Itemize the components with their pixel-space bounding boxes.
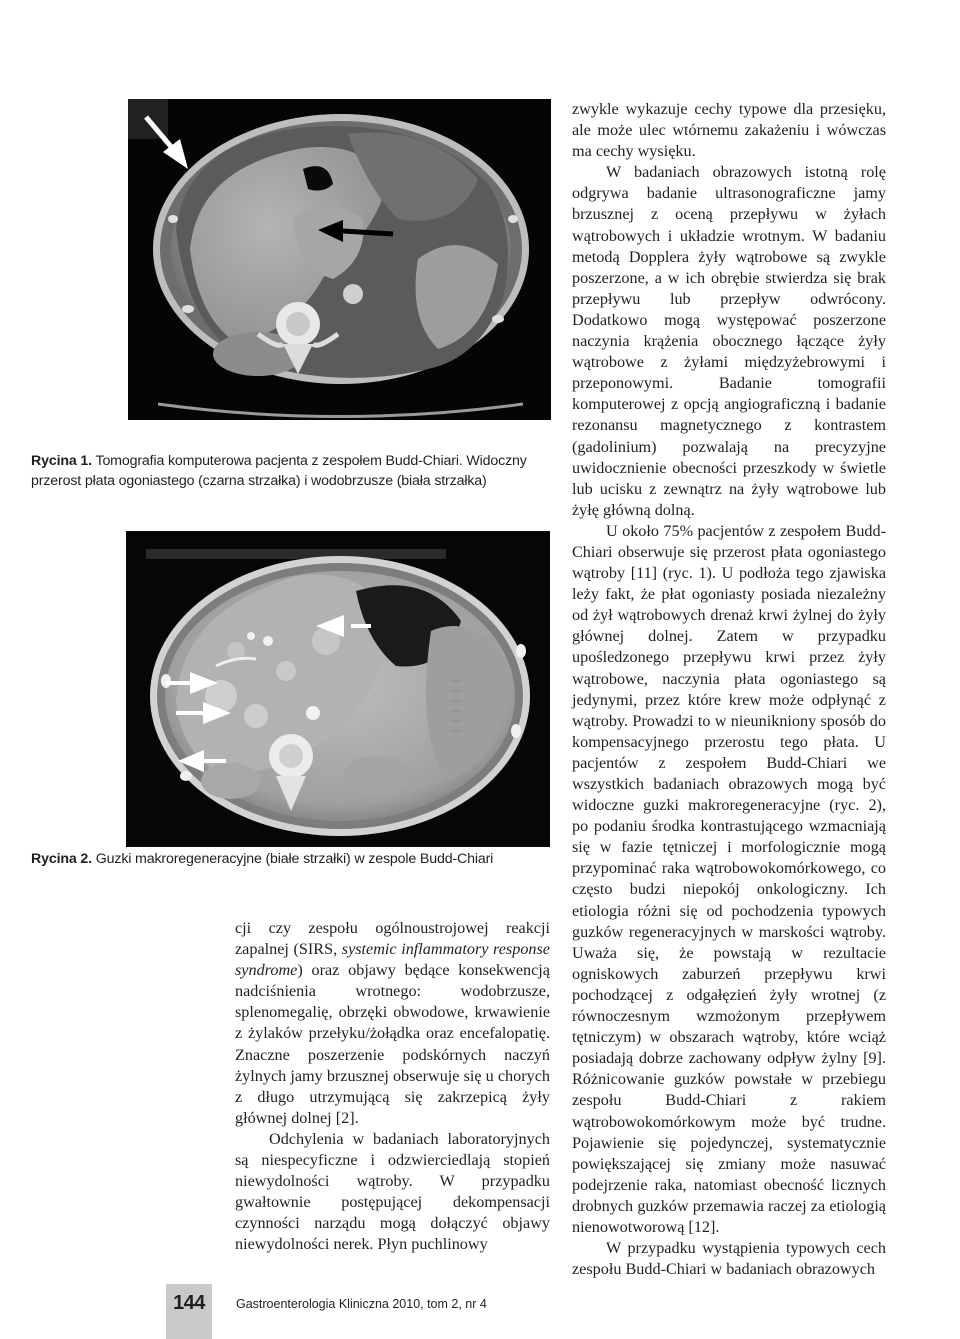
- figure-2-caption-text: Guzki makroregeneracyjne (białe strzałki) w zespole Budd-Chiari: [95, 851, 494, 867]
- left-text-column: [235, 918, 550, 1256]
- figure-2-caption: [31, 849, 551, 869]
- left-paragraph-1: [235, 918, 550, 1129]
- figure-1-caption: [31, 451, 551, 491]
- left-paragraph-2: Odchylenia w badaniach laboratoryjnych są niespecyficzne i odzwierciedlają stopień niewydolności wątroby. W przypadku gwałtownie postępującej dekompensacji czynności narządu mogą dołączyć objawy niewydolności nerek. Płyn puchlinowy: [235, 1129, 550, 1254]
- left-paragraph-1-part-b: ) oraz objawy będące konsekwencją nadciśnienia wrotnego: wodobrzusze, splenomegalię, obrzęki obwodowe, krwawienie z żylaków przełyku/żołądka oraz encefalopatię. Znaczne poszerzenie podskórnych naczyń żylnych jamy brzusznej obserwuje się u chorych z długo utrzymującą się zakrzepicą żyły głównej dolnej [2].: [235, 961, 550, 1127]
- right-paragraph-3: U około 75% pacjentów z zespołem Budd-Chiari obserwuje się przerost płata ogoniastego wątroby [11] (ryc. 1). U podłoża tego zjawiska leży fakt, że płat ogoniasty posiada niezależny od żył wątrobowych drenaż krwi żylnej do żyły głównej dolnej. Zatem w przypadku upośledzonego przepływu krwi przez żyły wątrobowe, naczynia płata ogoniastego są jedynymi, przez które krew może odpłynąć z wątroby. Prowadzi to w nieunikniony sposób do kompensacyjnego przerostu tego płata. U pacjentów z zespołem Budd-Chiari we wszystkich badaniach obrazowych mogą być widoczne guzki makroregeneracyjne (ryc. 2), po podaniu środka kontrastującego wzmacniają się w fazie tętniczej i morfologicznie mogą przypominać raka wątrobowokomórkowego, co często budzi niepokój onkologiczny. Ich etiologia różni się od pochodzenia typowych guzków regeneracyjnych w marskości wątroby. Uważa się, że powstają w rezultacie ogniskowych zaburzeń przepływu krwi pochodzącej z odgałęzień żyły wrotnej (z równoczesnym wzmożonym przepływem tętniczym) w obszarach wątroby, które wciąż posiadają dobrze zachowany odpływ żylny [9]. Różnicowanie guzków powstałe w przebiegu zespołu Budd-Chiari z rakiem wątrobowokomórkowym może być trudne. Pojawienie się pojedynczej, systematycznie powiększającej się zmiany może nasuwać podejrzenie raka, natomiast obecność licznych drobnych guzków przemawia raczej za etiologią nienowotworową [12].: [572, 521, 886, 1236]
- ct-image-1: [128, 99, 551, 420]
- figure-1-caption-text: Tomografia komputerowa pacjenta z zespołem Budd-Chiari. Widoczny przerost płata ogoniastego (czarna strzałka) i wodobrzusze (biała strzałka): [31, 453, 527, 489]
- right-paragraph-2: W badaniach obrazowych istotną rolę odgrywa badanie ultrasonograficzne jamy brzusznej z oceną przepływu w żyłach wątrobowych i układzie wrotnym. W badaniu metodą Dopplera żyły wątrobowe są zwykle poszerzone, a w ich obrębie stwierdza się brak przepływu lub przepływ odwrócony. Dodatkowo mogą występować poszerzone naczynia krążenia obocznego łączące żyły wątrobowe z żyłami międzyżebrowymi i przeponowymi. Badanie tomografii komputerowej z opcją angiograficzną i badanie rezonansu magnetycznego z kontrastem (gadolinium) pozwalają na precyzyjne uwidocznienie obecności przeszkody w świetle lub ucisku z zewnątrz na żyły wątrobowe lub żyłę główną dolną.: [572, 163, 886, 519]
- figure-2-label: Rycina 2.: [31, 851, 92, 867]
- journal-reference: Gastroenterologia Kliniczna 2010, tom 2, nr 4: [236, 1297, 487, 1311]
- right-text-column: [572, 99, 886, 1280]
- right-paragraph-4: W przypadku wystąpienia typowych cech zespołu Budd-Chiari w badaniach obrazowych: [572, 1239, 886, 1279]
- ct-image-2: [126, 531, 550, 847]
- page-number: 144: [173, 1292, 205, 1314]
- left-paragraph-1-part-a: cji czy zespołu ogólnoustrojowej reakcji zapalnej (SIRS,: [235, 919, 550, 959]
- right-paragraph-1: zwykle wykazuje cechy typowe dla przesięku, ale może ulec wtórnemu zakażeniu i wówczas ma cechy wysięku.: [572, 100, 886, 161]
- figure-1-ct-scan: [128, 99, 551, 420]
- figure-1-label: Rycina 1.: [31, 453, 92, 469]
- left-paragraph-1-italic: systemic inflammatory response syndrome: [235, 940, 550, 980]
- figure-2-ct-scan: [126, 531, 550, 847]
